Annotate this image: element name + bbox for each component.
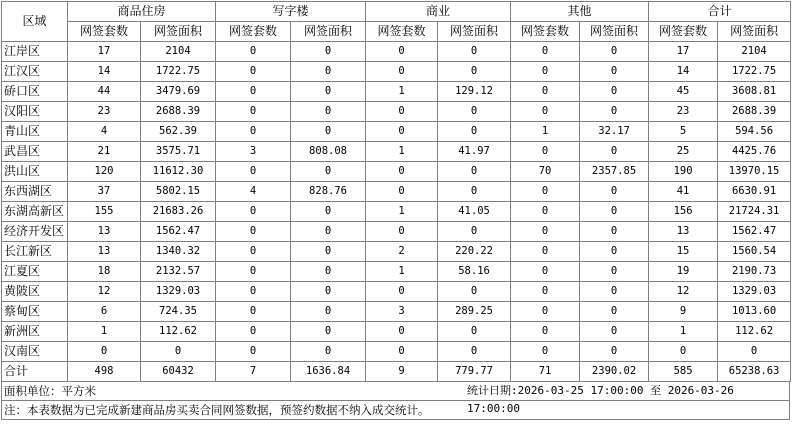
area-cell: 0 — [291, 82, 366, 102]
count-cell: 155 — [68, 202, 141, 222]
count-cell: 1 — [366, 202, 438, 222]
area-cell: 2132.57 — [141, 262, 216, 282]
count-cell: 17 — [649, 42, 718, 62]
area-cell: 0 — [580, 322, 649, 342]
area-cell: 0 — [580, 302, 649, 322]
table-row — [2, 222, 791, 242]
area-cell: 779.77 — [438, 362, 511, 382]
area-cell: 1560.54 — [718, 242, 791, 262]
count-cell: 18 — [68, 262, 141, 282]
district-name: 武昌区 — [2, 142, 68, 162]
count-cell: 0 — [511, 182, 580, 202]
area-cell: 1562.47 — [718, 222, 791, 242]
count-cell: 0 — [511, 342, 580, 362]
table-row — [2, 302, 791, 322]
area-cell: 112.62 — [141, 322, 216, 342]
table-row — [2, 342, 791, 362]
group-header-total: 合计 — [649, 2, 791, 22]
count-cell: 0 — [366, 282, 438, 302]
area-cell: 3479.69 — [141, 82, 216, 102]
area-cell: 0 — [141, 342, 216, 362]
count-cell: 0 — [216, 282, 291, 302]
area-cell: 0 — [580, 182, 649, 202]
count-cell: 4 — [68, 122, 141, 142]
area-cell: 0 — [580, 42, 649, 62]
area-cell: 0 — [291, 42, 366, 62]
count-cell: 23 — [68, 102, 141, 122]
area-cell: 0 — [438, 282, 511, 302]
area-cell: 0 — [438, 42, 511, 62]
count-cell: 13 — [68, 242, 141, 262]
count-cell: 0 — [366, 342, 438, 362]
area-cell: 6630.91 — [718, 182, 791, 202]
area-cell: 32.17 — [580, 122, 649, 142]
area-cell: 1340.32 — [141, 242, 216, 262]
count-cell: 3 — [366, 302, 438, 322]
district-name: 东西湖区 — [2, 182, 68, 202]
district-name: 汉南区 — [2, 342, 68, 362]
area-cell: 60432 — [141, 362, 216, 382]
area-cell: 2357.85 — [580, 162, 649, 182]
table-row — [2, 202, 791, 222]
data-table — [1, 1, 791, 382]
table-row — [2, 242, 791, 262]
area-cell: 13970.15 — [718, 162, 791, 182]
district-name: 黄陂区 — [2, 282, 68, 302]
area-cell: 0 — [291, 202, 366, 222]
count-cell: 0 — [366, 162, 438, 182]
area-cell: 4425.76 — [718, 142, 791, 162]
area-cell: 0 — [580, 82, 649, 102]
count-cell: 9 — [649, 302, 718, 322]
area-cell: 0 — [291, 302, 366, 322]
area-cell: 0 — [438, 102, 511, 122]
header-row-sub — [2, 22, 791, 42]
group-header-other: 其他 — [511, 2, 649, 22]
count-cell: 0 — [511, 242, 580, 262]
area-cell: 0 — [291, 342, 366, 362]
district-name: 青山区 — [2, 122, 68, 142]
count-cell: 0 — [649, 342, 718, 362]
table-header — [2, 2, 791, 42]
district-name: 东湖高新区 — [2, 202, 68, 222]
count-cell: 5 — [649, 122, 718, 142]
area-cell: 58.16 — [438, 262, 511, 282]
count-cell: 0 — [366, 102, 438, 122]
area-cell: 41.97 — [438, 142, 511, 162]
count-cell: 0 — [216, 262, 291, 282]
district-name: 新洲区 — [2, 322, 68, 342]
count-cell: 1 — [649, 322, 718, 342]
count-cell: 6 — [68, 302, 141, 322]
area-cell: 0 — [580, 282, 649, 302]
sub-header-count: 网签套数 — [649, 22, 718, 42]
count-cell: 71 — [511, 362, 580, 382]
district-name: 汉阳区 — [2, 102, 68, 122]
count-cell: 0 — [216, 82, 291, 102]
area-cell: 0 — [291, 282, 366, 302]
count-cell: 0 — [366, 122, 438, 142]
count-cell: 0 — [216, 62, 291, 82]
count-cell: 2 — [366, 242, 438, 262]
sub-header-count: 网签套数 — [68, 22, 141, 42]
table-row — [2, 262, 791, 282]
count-cell: 25 — [649, 142, 718, 162]
area-cell: 289.25 — [438, 302, 511, 322]
total-label: 合计 — [2, 362, 68, 382]
table-row — [2, 182, 791, 202]
sub-header-area: 网签面积 — [438, 22, 511, 42]
area-cell: 1722.75 — [718, 62, 791, 82]
count-cell: 15 — [649, 242, 718, 262]
area-cell: 0 — [438, 182, 511, 202]
count-cell: 0 — [366, 222, 438, 242]
table-body — [2, 42, 791, 382]
count-cell: 1 — [366, 142, 438, 162]
area-cell: 0 — [291, 242, 366, 262]
transaction-report — [1, 1, 790, 420]
count-cell: 120 — [68, 162, 141, 182]
count-cell: 0 — [366, 62, 438, 82]
area-cell: 2190.73 — [718, 262, 791, 282]
area-cell: 41.05 — [438, 202, 511, 222]
count-cell: 13 — [68, 222, 141, 242]
count-cell: 0 — [511, 222, 580, 242]
area-cell: 0 — [438, 162, 511, 182]
table-row — [2, 162, 791, 182]
count-cell: 0 — [366, 182, 438, 202]
count-cell: 44 — [68, 82, 141, 102]
count-cell: 0 — [511, 142, 580, 162]
count-cell: 156 — [649, 202, 718, 222]
group-header-residential: 商品住房 — [68, 2, 216, 22]
area-cell: 0 — [718, 342, 791, 362]
statistics-date: 统计日期:2026-03-25 17:00:00 至 2026-03-26 17:00:00 — [467, 384, 734, 415]
total-row — [2, 362, 791, 382]
area-cell: 0 — [438, 322, 511, 342]
count-cell: 0 — [216, 42, 291, 62]
table-row — [2, 122, 791, 142]
count-cell: 0 — [216, 102, 291, 122]
area-cell: 1013.60 — [718, 302, 791, 322]
area-cell: 0 — [580, 142, 649, 162]
count-cell: 0 — [216, 302, 291, 322]
area-cell: 2104 — [141, 42, 216, 62]
count-cell: 0 — [216, 242, 291, 262]
area-cell: 1562.47 — [141, 222, 216, 242]
group-header-commercial: 商业 — [366, 2, 511, 22]
count-cell: 4 — [216, 182, 291, 202]
area-cell: 0 — [580, 102, 649, 122]
area-cell: 3608.81 — [718, 82, 791, 102]
sub-header-area: 网签面积 — [718, 22, 791, 42]
count-cell: 3 — [216, 142, 291, 162]
sub-header-area: 网签面积 — [141, 22, 216, 42]
area-cell: 0 — [438, 342, 511, 362]
district-name: 江夏区 — [2, 262, 68, 282]
district-name: 蔡甸区 — [2, 302, 68, 322]
area-cell: 1329.03 — [141, 282, 216, 302]
count-cell: 0 — [68, 342, 141, 362]
area-cell: 112.62 — [718, 322, 791, 342]
count-cell: 0 — [511, 282, 580, 302]
count-cell: 45 — [649, 82, 718, 102]
count-cell: 1 — [366, 82, 438, 102]
count-cell: 1 — [366, 262, 438, 282]
district-name: 经济开发区 — [2, 222, 68, 242]
group-header-office: 写字楼 — [216, 2, 366, 22]
count-cell: 41 — [649, 182, 718, 202]
count-cell: 585 — [649, 362, 718, 382]
count-cell: 498 — [68, 362, 141, 382]
count-cell: 0 — [216, 202, 291, 222]
area-cell: 2104 — [718, 42, 791, 62]
area-cell: 0 — [580, 342, 649, 362]
sub-header-area: 网签面积 — [291, 22, 366, 42]
count-cell: 0 — [366, 322, 438, 342]
table-row — [2, 142, 791, 162]
footer-note-row — [2, 400, 789, 419]
area-cell: 0 — [291, 102, 366, 122]
area-cell: 129.12 — [438, 82, 511, 102]
header-row-groups — [2, 2, 791, 22]
area-cell: 0 — [580, 62, 649, 82]
count-cell: 1 — [68, 322, 141, 342]
count-cell: 1 — [511, 122, 580, 142]
count-cell: 12 — [68, 282, 141, 302]
count-cell: 190 — [649, 162, 718, 182]
area-cell: 0 — [580, 222, 649, 242]
count-cell: 0 — [511, 82, 580, 102]
area-cell: 0 — [438, 222, 511, 242]
count-cell: 21 — [68, 142, 141, 162]
count-cell: 0 — [511, 102, 580, 122]
area-cell: 21724.31 — [718, 202, 791, 222]
table-row — [2, 102, 791, 122]
area-cell: 724.35 — [141, 302, 216, 322]
sub-header-count: 网签套数 — [366, 22, 438, 42]
area-cell: 0 — [291, 162, 366, 182]
area-cell: 11612.30 — [141, 162, 216, 182]
count-cell: 0 — [366, 42, 438, 62]
count-cell: 0 — [511, 62, 580, 82]
count-cell: 37 — [68, 182, 141, 202]
table-row — [2, 62, 791, 82]
area-cell: 65238.63 — [718, 362, 791, 382]
area-cell: 0 — [291, 222, 366, 242]
count-cell: 7 — [216, 362, 291, 382]
table-row — [2, 82, 791, 102]
count-cell: 0 — [511, 322, 580, 342]
area-cell: 2688.39 — [141, 102, 216, 122]
area-cell: 828.76 — [291, 182, 366, 202]
area-cell: 1722.75 — [141, 62, 216, 82]
district-name: 长江新区 — [2, 242, 68, 262]
district-name: 硚口区 — [2, 82, 68, 102]
area-cell: 5802.15 — [141, 182, 216, 202]
area-cell: 808.08 — [291, 142, 366, 162]
area-cell: 594.56 — [718, 122, 791, 142]
district-name: 江汉区 — [2, 62, 68, 82]
count-cell: 0 — [511, 42, 580, 62]
area-cell: 1329.03 — [718, 282, 791, 302]
area-cell: 0 — [580, 242, 649, 262]
area-cell: 0 — [438, 62, 511, 82]
table-row — [2, 282, 791, 302]
count-cell: 17 — [68, 42, 141, 62]
count-cell: 14 — [649, 62, 718, 82]
area-cell: 220.22 — [438, 242, 511, 262]
district-name: 洪山区 — [2, 162, 68, 182]
area-cell: 0 — [291, 322, 366, 342]
count-cell: 14 — [68, 62, 141, 82]
count-cell: 19 — [649, 262, 718, 282]
area-cell: 0 — [580, 202, 649, 222]
area-cell: 2390.02 — [580, 362, 649, 382]
area-cell: 0 — [438, 122, 511, 142]
table-row — [2, 42, 791, 62]
area-cell: 21683.26 — [141, 202, 216, 222]
district-header: 区域 — [2, 2, 68, 42]
count-cell: 12 — [649, 282, 718, 302]
area-cell: 3575.71 — [141, 142, 216, 162]
count-cell: 0 — [216, 162, 291, 182]
footnote: 注：本表数据为已完成新建商品房买卖合同网签数据，预签约数据不纳入成交统计。 — [4, 403, 430, 417]
district-name: 江岸区 — [2, 42, 68, 62]
count-cell: 0 — [216, 342, 291, 362]
table-row — [2, 322, 791, 342]
count-cell: 0 — [216, 222, 291, 242]
area-cell: 1636.84 — [291, 362, 366, 382]
sub-header-count: 网签套数 — [511, 22, 580, 42]
area-cell: 0 — [580, 262, 649, 282]
count-cell: 0 — [511, 262, 580, 282]
count-cell: 13 — [649, 222, 718, 242]
area-cell: 0 — [291, 62, 366, 82]
sub-header-area: 网签面积 — [580, 22, 649, 42]
area-cell: 0 — [291, 262, 366, 282]
table-footer — [1, 382, 790, 420]
count-cell: 0 — [511, 202, 580, 222]
area-cell: 562.39 — [141, 122, 216, 142]
area-unit-label: 面积单位：平方米 — [4, 384, 96, 398]
area-cell: 2688.39 — [718, 102, 791, 122]
count-cell: 0 — [216, 122, 291, 142]
count-cell: 9 — [366, 362, 438, 382]
count-cell: 0 — [216, 322, 291, 342]
area-cell: 0 — [291, 122, 366, 142]
count-cell: 23 — [649, 102, 718, 122]
count-cell: 0 — [511, 302, 580, 322]
count-cell: 70 — [511, 162, 580, 182]
sub-header-count: 网签套数 — [216, 22, 291, 42]
